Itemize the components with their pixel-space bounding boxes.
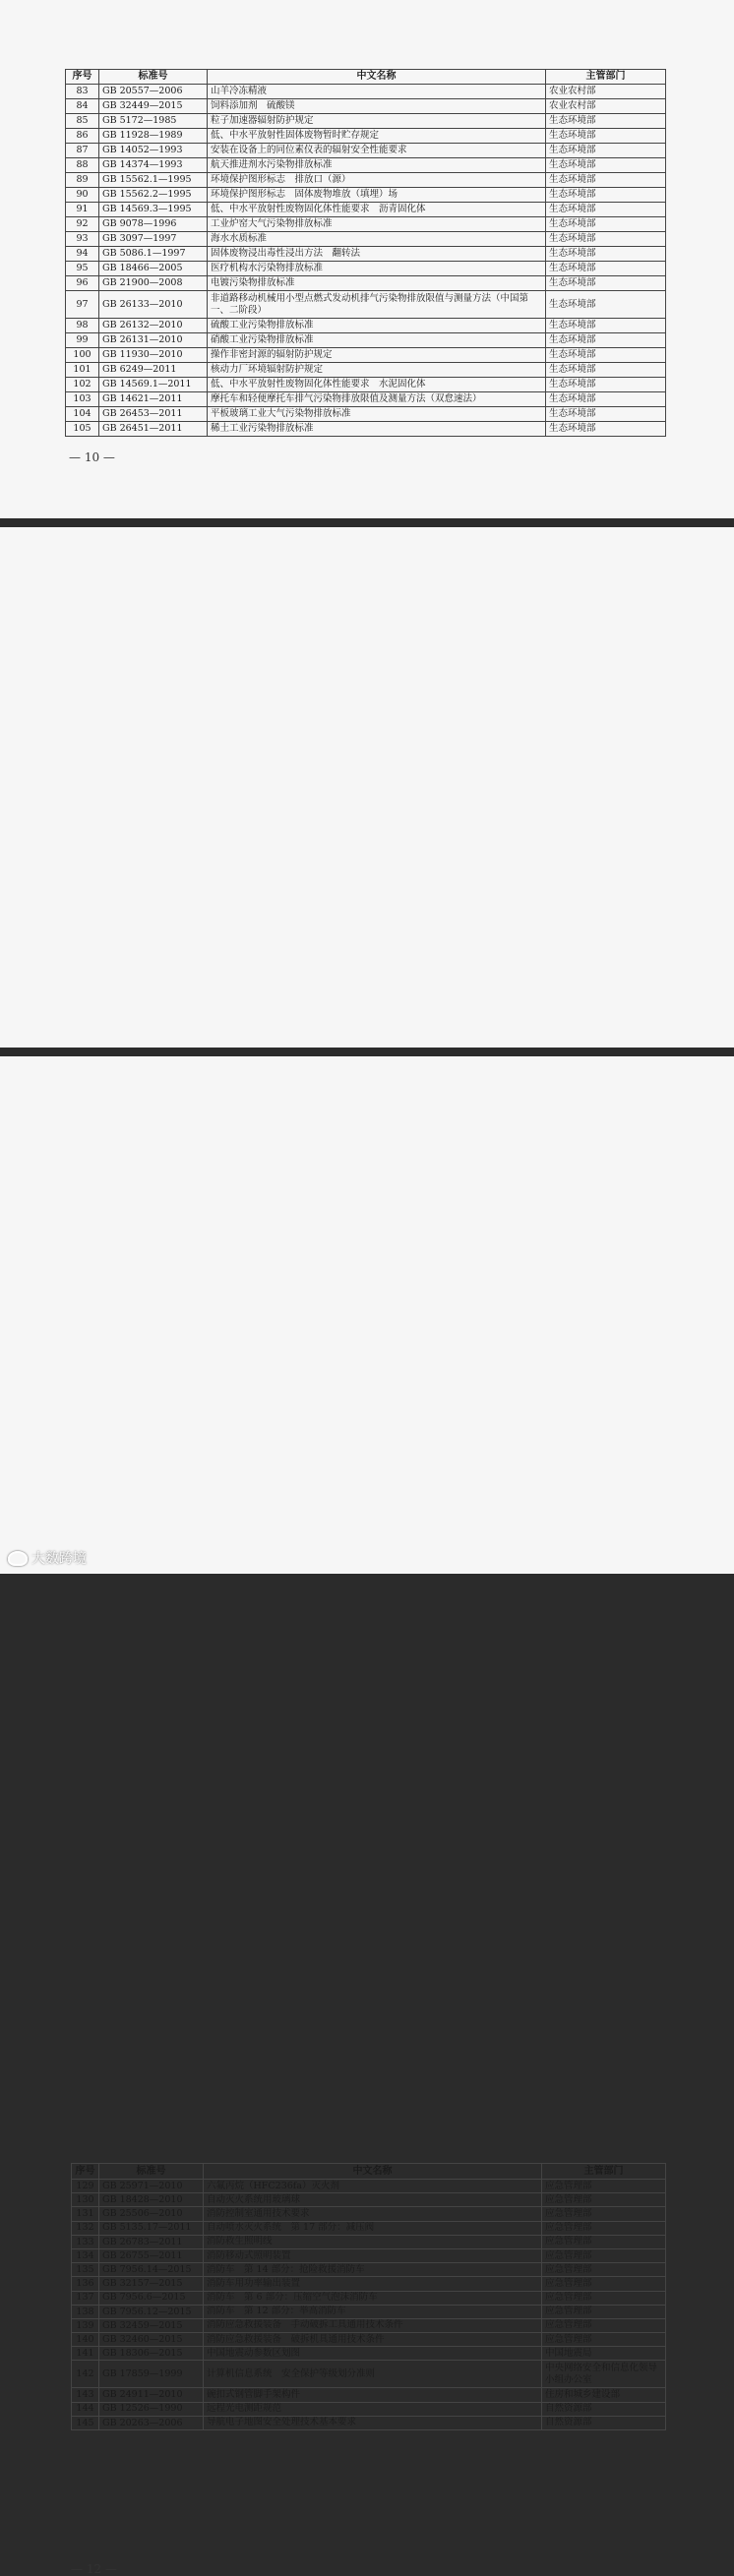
serial-number-cell: 133 [72, 2235, 99, 2248]
serial-number-cell: 139 [72, 2318, 99, 2332]
chinese-name-cell: 消防救生照明线 [204, 2235, 542, 2248]
standard-number-cell: GB 14052—1993 [99, 144, 208, 158]
table-row [72, 2235, 666, 2248]
table-row [66, 291, 666, 319]
column-header-std: 标准号 [99, 70, 208, 85]
standard-number-cell: GB 20557—2006 [99, 85, 208, 99]
department-cell: 应急管理部 [542, 2277, 666, 2291]
department-cell: 生态环境部 [546, 232, 666, 247]
table-row [66, 262, 666, 276]
standard-number-cell: GB 18466—2005 [99, 262, 208, 276]
department-cell: 生态环境部 [546, 422, 666, 437]
department-cell: 应急管理部 [542, 2193, 666, 2207]
standard-number-cell: GB 15562.2—1995 [99, 188, 208, 203]
department-cell: 生态环境部 [546, 319, 666, 333]
standard-number-cell: GB 18428—2010 [99, 2193, 204, 2207]
serial-number-cell: 102 [66, 378, 99, 392]
standard-number-cell: GB 25971—2010 [99, 2180, 204, 2193]
department-cell: 生态环境部 [546, 158, 666, 173]
serial-number-cell: 93 [66, 232, 99, 247]
table-row [66, 203, 666, 217]
department-cell: 生态环境部 [546, 144, 666, 158]
chinese-name-cell: 粒子加速器辐射防护规定 [208, 114, 546, 129]
department-cell: 生态环境部 [546, 129, 666, 144]
department-cell: 应急管理部 [542, 2207, 666, 2221]
watermark-text: 大数跨境 [31, 1551, 87, 1567]
chinese-name-cell: 自动灭火系统用玻璃球 [204, 2193, 542, 2207]
table-row [66, 158, 666, 173]
chinese-name-cell: 消防车 第 14 部分：抢险救援消防车 [204, 2263, 542, 2277]
table-row [66, 129, 666, 144]
department-cell: 生态环境部 [546, 188, 666, 203]
chinese-name-cell: 山羊冷冻精液 [208, 85, 546, 99]
department-cell: 生态环境部 [546, 378, 666, 392]
table-row [66, 114, 666, 129]
serial-number-cell: 89 [66, 173, 99, 188]
chinese-name-cell: 消防车 第 6 部分：压缩空气泡沫消防车 [204, 2291, 542, 2305]
standard-number-cell: GB 26451—2011 [99, 422, 208, 437]
serial-number-cell: 87 [66, 144, 99, 158]
department-cell: 应急管理部 [542, 2248, 666, 2262]
standard-number-cell: GB 6249—2011 [99, 363, 208, 378]
serial-number-cell: 140 [72, 2333, 99, 2347]
chinese-name-cell: 非道路移动机械用小型点燃式发动机排气污染物排放限值与测量方法（中国第一、二阶段） [208, 291, 546, 319]
document-page-12 [0, 1056, 734, 2576]
serial-number-cell: 130 [72, 2193, 99, 2207]
chinese-name-cell: 导航电子地图安全处理技术基本要求 [204, 2416, 542, 2429]
department-cell: 应急管理部 [542, 2305, 666, 2318]
department-cell: 中国地震局 [542, 2347, 666, 2361]
serial-number-cell: 135 [72, 2263, 99, 2277]
department-cell: 生态环境部 [546, 333, 666, 348]
table-row [66, 422, 666, 437]
department-cell: 自然资源部 [542, 2402, 666, 2416]
table-row [72, 2277, 666, 2291]
table-row [66, 378, 666, 392]
standard-number-cell: GB 24911—2010 [99, 2388, 204, 2402]
chinese-name-cell: 消防控制室通用技术要求 [204, 2207, 542, 2221]
chinese-name-cell: 消防车用功率输出装置 [204, 2277, 542, 2291]
table-row [66, 319, 666, 333]
serial-number-cell: 85 [66, 114, 99, 129]
serial-number-cell: 100 [66, 348, 99, 363]
serial-number-cell: 94 [66, 247, 99, 262]
chinese-name-cell: 饲料添加剂 硫酸镁 [208, 99, 546, 114]
chinese-name-cell: 中国地震动参数区划图 [204, 2347, 542, 2361]
department-cell: 应急管理部 [542, 2180, 666, 2193]
department-cell: 应急管理部 [542, 2221, 666, 2235]
chinese-name-cell: 固体废物浸出毒性浸出方法 翻转法 [208, 247, 546, 262]
table-row [72, 2361, 666, 2388]
table-row [72, 2347, 666, 2361]
standard-number-cell: GB 21900—2008 [99, 276, 208, 291]
standards-table [65, 69, 666, 437]
table-header-row [72, 2164, 666, 2180]
table-row [72, 2248, 666, 2262]
serial-number-cell: 91 [66, 203, 99, 217]
serial-number-cell: 83 [66, 85, 99, 99]
serial-number-cell: 95 [66, 262, 99, 276]
chinese-name-cell: 摩托车和轻便摩托车排气污染物排放限值及测量方法（双怠速法） [208, 392, 546, 407]
standard-number-cell: GB 9078—1996 [99, 217, 208, 232]
table-header-row [66, 70, 666, 85]
department-cell: 生态环境部 [546, 114, 666, 129]
table-row [66, 392, 666, 407]
serial-number-cell: 86 [66, 129, 99, 144]
department-cell: 生态环境部 [546, 173, 666, 188]
department-cell: 生态环境部 [546, 247, 666, 262]
department-cell: 应急管理部 [542, 2263, 666, 2277]
document-page-11 [0, 527, 734, 1048]
serial-number-cell: 129 [72, 2180, 99, 2193]
department-cell: 应急管理部 [542, 2291, 666, 2305]
department-cell: 应急管理部 [542, 2318, 666, 2332]
standard-number-cell: GB 26453—2011 [99, 407, 208, 422]
standard-number-cell: GB 14621—2011 [99, 392, 208, 407]
department-cell: 农业农村部 [546, 85, 666, 99]
department-cell: 生态环境部 [546, 203, 666, 217]
page-number: — 12 — [71, 2562, 117, 2576]
chinese-name-cell: 平板玻璃工业大气污染物排放标准 [208, 407, 546, 422]
chinese-name-cell: 远程光电测距规范 [204, 2402, 542, 2416]
table-row [66, 247, 666, 262]
serial-number-cell: 142 [72, 2361, 99, 2388]
table-row [72, 2305, 666, 2318]
standard-number-cell: GB 25506—2010 [99, 2207, 204, 2221]
table-row [72, 2221, 666, 2235]
standard-number-cell: GB 5135.17—2011 [99, 2221, 204, 2235]
chinese-name-cell: 消防应急救援装备 破拆机具通用技术条件 [204, 2333, 542, 2347]
standard-number-cell: GB 20263—2006 [99, 2416, 204, 2429]
table-row [72, 2291, 666, 2305]
serial-number-cell: 84 [66, 99, 99, 114]
chinese-name-cell: 医疗机构水污染物排放标准 [208, 262, 546, 276]
standard-number-cell: GB 17859—1999 [99, 2361, 204, 2388]
serial-number-cell: 136 [72, 2277, 99, 2291]
chinese-name-cell: 电镀污染物排放标准 [208, 276, 546, 291]
table-row [72, 2388, 666, 2402]
serial-number-cell: 141 [72, 2347, 99, 2361]
document-page-10 [0, 0, 734, 518]
serial-number-cell: 143 [72, 2388, 99, 2402]
department-cell: 应急管理部 [542, 2235, 666, 2248]
standard-number-cell: GB 3097—1997 [99, 232, 208, 247]
chinese-name-cell: 计算机信息系统 安全保护等级划分准则 [204, 2361, 542, 2388]
serial-number-cell: 132 [72, 2221, 99, 2235]
serial-number-cell: 103 [66, 392, 99, 407]
column-header-no: 序号 [72, 2164, 99, 2180]
serial-number-cell: 131 [72, 2207, 99, 2221]
standard-number-cell: GB 32460—2015 [99, 2333, 204, 2347]
chinese-name-cell: 低、中水平放射性固体废物暂时贮存规定 [208, 129, 546, 144]
department-cell: 生态环境部 [546, 363, 666, 378]
chinese-name-cell: 稀土工业污染物排放标准 [208, 422, 546, 437]
standard-number-cell: GB 26755—2011 [99, 2248, 204, 2262]
chinese-name-cell: 六氟丙烷（HFC236fa）灭火剂 [204, 2180, 542, 2193]
watermark-logo-icon [8, 1551, 28, 1566]
chinese-name-cell: 航天推进剂水污染物排放标准 [208, 158, 546, 173]
serial-number-cell: 92 [66, 217, 99, 232]
serial-number-cell: 98 [66, 319, 99, 333]
table-row [66, 333, 666, 348]
department-cell: 自然资源部 [542, 2416, 666, 2429]
table-row [66, 217, 666, 232]
column-header-name: 中文名称 [208, 70, 546, 85]
chinese-name-cell: 环境保护图形标志 固体废物堆放（填埋）场 [208, 188, 546, 203]
serial-number-cell: 97 [66, 291, 99, 319]
table-row [72, 2416, 666, 2429]
department-cell: 农业农村部 [546, 99, 666, 114]
table-row [72, 2180, 666, 2193]
standard-number-cell: GB 14569.1—2011 [99, 378, 208, 392]
department-cell: 生态环境部 [546, 392, 666, 407]
standard-number-cell: GB 5086.1—1997 [99, 247, 208, 262]
serial-number-cell: 99 [66, 333, 99, 348]
standard-number-cell: GB 32459—2015 [99, 2318, 204, 2332]
table-row [72, 2263, 666, 2277]
table-row [66, 232, 666, 247]
standard-number-cell: GB 12526—1990 [99, 2402, 204, 2416]
chinese-name-cell: 自动喷水灭火系统 第 17 部分：减压阀 [204, 2221, 542, 2235]
standard-number-cell: GB 14569.3—1995 [99, 203, 208, 217]
department-cell: 生态环境部 [546, 407, 666, 422]
chinese-name-cell: 环境保护图形标志 排放口（源） [208, 173, 546, 188]
serial-number-cell: 105 [66, 422, 99, 437]
table-row [66, 99, 666, 114]
department-cell: 生态环境部 [546, 217, 666, 232]
standard-number-cell: GB 26133—2010 [99, 291, 208, 319]
standard-number-cell: GB 7956.14—2015 [99, 2263, 204, 2277]
standards-table [71, 2163, 666, 2430]
table-row [66, 173, 666, 188]
standard-number-cell: GB 7956.12—2015 [99, 2305, 204, 2318]
table-row [66, 85, 666, 99]
standard-number-cell: GB 26783—2011 [99, 2235, 204, 2248]
standard-number-cell: GB 18306—2015 [99, 2347, 204, 2361]
chinese-name-cell: 消防应急救援装备 手动破拆工具通用技术条件 [204, 2318, 542, 2332]
table-row [72, 2193, 666, 2207]
chinese-name-cell: 操作非密封源的辐射防护规定 [208, 348, 546, 363]
watermark [8, 1548, 87, 1568]
standard-number-cell: GB 26132—2010 [99, 319, 208, 333]
serial-number-cell: 104 [66, 407, 99, 422]
chinese-name-cell: 消防移动式照明装置 [204, 2248, 542, 2262]
standard-number-cell: GB 11928—1989 [99, 129, 208, 144]
chinese-name-cell: 碗扣式钢管脚手架构件 [204, 2388, 542, 2402]
column-header-name: 中文名称 [204, 2164, 542, 2180]
chinese-name-cell: 安装在设备上的同位素仪表的辐射安全性能要求 [208, 144, 546, 158]
table-row [66, 276, 666, 291]
chinese-name-cell: 低、中水平放射性废物固化体性能要求 沥青固化体 [208, 203, 546, 217]
department-cell: 生态环境部 [546, 276, 666, 291]
serial-number-cell: 134 [72, 2248, 99, 2262]
department-cell: 中央网络安全和信息化领导小组办公室 [542, 2361, 666, 2388]
standard-number-cell: GB 32449—2015 [99, 99, 208, 114]
column-header-std: 标准号 [99, 2164, 204, 2180]
serial-number-cell: 88 [66, 158, 99, 173]
table-row [72, 2207, 666, 2221]
table-row [72, 2333, 666, 2347]
table-row [66, 348, 666, 363]
serial-number-cell: 101 [66, 363, 99, 378]
table-row [66, 144, 666, 158]
standard-number-cell: GB 26131—2010 [99, 333, 208, 348]
standard-number-cell: GB 7956.6—2015 [99, 2291, 204, 2305]
column-header-dept: 主管部门 [546, 70, 666, 85]
standard-number-cell: GB 14374—1993 [99, 158, 208, 173]
serial-number-cell: 90 [66, 188, 99, 203]
standard-number-cell: GB 5172—1985 [99, 114, 208, 129]
department-cell: 生态环境部 [546, 262, 666, 276]
chinese-name-cell: 海水水质标准 [208, 232, 546, 247]
chinese-name-cell: 工业炉窑大气污染物排放标准 [208, 217, 546, 232]
department-cell: 生态环境部 [546, 291, 666, 319]
department-cell: 应急管理部 [542, 2333, 666, 2347]
serial-number-cell: 138 [72, 2305, 99, 2318]
table-row [66, 363, 666, 378]
serial-number-cell: 137 [72, 2291, 99, 2305]
serial-number-cell: 145 [72, 2416, 99, 2429]
serial-number-cell: 144 [72, 2402, 99, 2416]
serial-number-cell: 96 [66, 276, 99, 291]
chinese-name-cell: 低、中水平放射性废物固化体性能要求 水泥固化体 [208, 378, 546, 392]
table-row [66, 407, 666, 422]
chinese-name-cell: 核动力厂环境辐射防护规定 [208, 363, 546, 378]
chinese-name-cell: 硝酸工业污染物排放标准 [208, 333, 546, 348]
page-number: — 10 — [69, 450, 115, 464]
department-cell: 住房和城乡建设部 [542, 2388, 666, 2402]
table-row [72, 2402, 666, 2416]
department-cell: 生态环境部 [546, 348, 666, 363]
chinese-name-cell: 硫酸工业污染物排放标准 [208, 319, 546, 333]
table-row [66, 188, 666, 203]
standard-number-cell: GB 11930—2010 [99, 348, 208, 363]
chinese-name-cell: 消防车 第 12 部分：举高消防车 [204, 2305, 542, 2318]
column-header-dept: 主管部门 [542, 2164, 666, 2180]
standard-number-cell: GB 32157—2015 [99, 2277, 204, 2291]
table-row [72, 2318, 666, 2332]
column-header-no: 序号 [66, 70, 99, 85]
standard-number-cell: GB 15562.1—1995 [99, 173, 208, 188]
